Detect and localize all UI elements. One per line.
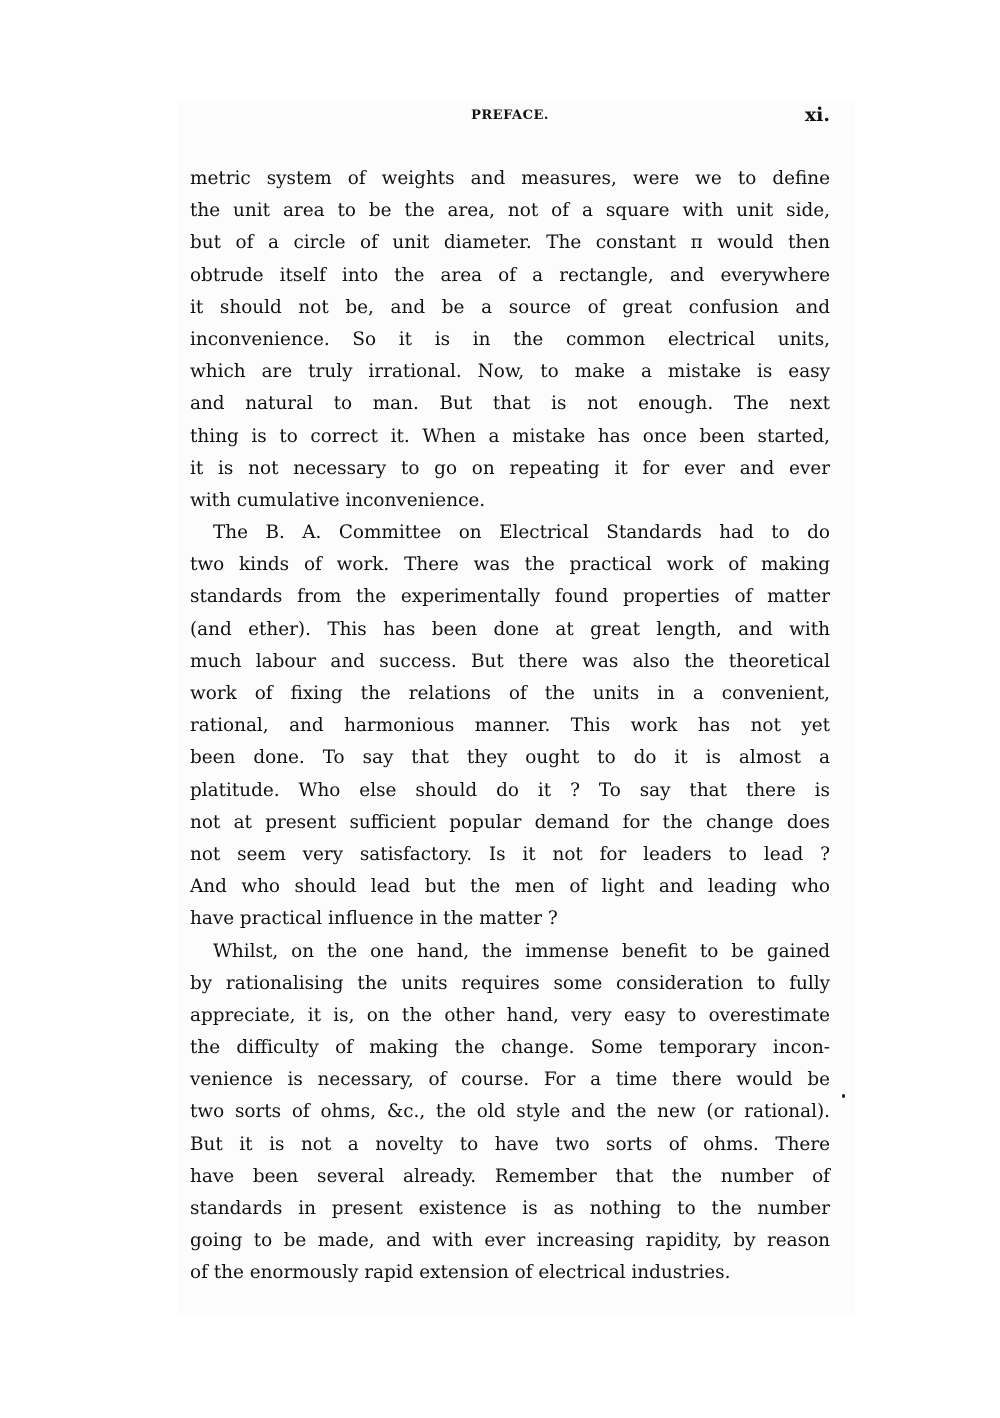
running-head: [190, 104, 830, 128]
text-line: venience is necessary, of course. For a time there would be: [190, 1069, 830, 1091]
page-number: xi.: [804, 104, 830, 126]
text-line: appreciate, it is, on the other hand, very easy to overestimate: [190, 1004, 830, 1026]
body-text: [190, 163, 830, 1290]
text-line: by rationalising the units requires some consideration to fully: [190, 972, 830, 994]
text-line: the unit area to be the area, not of a square with unit side,: [190, 200, 830, 222]
text-line: two sorts of ohms, &c., the old style and the new (or rational).: [190, 1101, 830, 1123]
text-line: thing is to correct it. When a mistake has once been started,: [190, 425, 830, 447]
text-line: it is not necessary to go on repeating it for ever and ever: [190, 457, 830, 479]
text-line: with cumulative inconvenience.: [190, 489, 486, 511]
text-line: the difficulty of making the change. Some temporary incon-: [190, 1037, 830, 1059]
text-line: not seem very satisfactory. Is it not for leaders to lead ?: [190, 843, 830, 865]
text-line: much labour and success. But there was also the theoretical: [190, 650, 830, 672]
text-line: metric system of weights and measures, were we to define: [190, 168, 830, 189]
text-line: obtrude itself into the area of a rectangle, and everywhere: [190, 264, 830, 286]
text-line: two kinds of work. There was the practical work of making: [190, 554, 830, 576]
text-line: platitude. Who else should do it ? To say that there is: [190, 779, 830, 801]
text-line: have been several already. Remember that the number of: [190, 1165, 830, 1187]
text-line: of the enormously rapid extension of electrical industries.: [190, 1262, 731, 1284]
text-line: (and ether). This has been done at great length, and with: [190, 618, 830, 640]
text-line: which are truly irrational. Now, to make a mistake is easy: [190, 361, 830, 383]
text-line: But it is not a novelty to have two sorts of ohms. There: [190, 1133, 830, 1155]
text-line: And who should lead but the men of light and leading who: [190, 876, 830, 898]
paragraph: [190, 517, 830, 935]
text-line: been done. To say that they ought to do it is almost a: [190, 747, 830, 769]
text-line: but of a circle of unit diameter. The constant π would then: [190, 232, 830, 254]
text-line: Whilst, on the one hand, the immense benefit to be gained: [213, 940, 830, 962]
text-line: inconvenience. So it is in the common electrical units,: [190, 328, 830, 350]
running-head-title: PREFACE.: [471, 108, 549, 123]
text-line: standards from the experimentally found properties of matter: [190, 586, 830, 608]
text-line: standards in present existence is as nothing to the number: [190, 1198, 830, 1219]
text-line: going to be made, and with ever increasing rapidity, by reason: [190, 1230, 830, 1252]
text-line: work of fixing the relations of the units in a convenient,: [190, 683, 830, 704]
text-line: it should not be, and be a source of great confusion and: [190, 296, 830, 318]
paragraph: [190, 936, 830, 1290]
text-line: rational, and harmonious manner. This work has not yet: [190, 715, 830, 737]
text-line: and natural to man. But that is not enough. The next: [190, 393, 830, 415]
paragraph: [190, 163, 830, 517]
text-line: The B. A. Committee on Electrical Standards had to do: [213, 522, 830, 544]
stray-ink-mark: [842, 1094, 845, 1098]
text-line: not at present sufficient popular demand for the change does: [190, 811, 830, 833]
text-line: have practical influence in the matter ?: [190, 908, 558, 930]
